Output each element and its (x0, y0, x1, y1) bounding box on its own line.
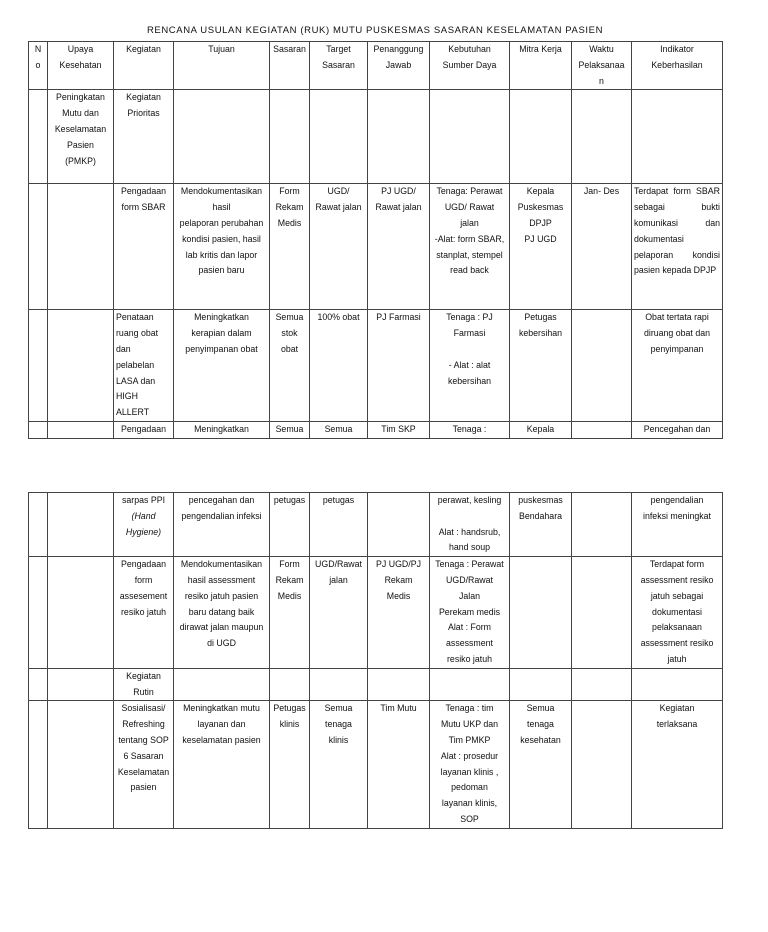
cell-mitra: Petugas kebersihan (510, 310, 572, 422)
cell-kegiatan: Kegiatan Rutin (114, 668, 174, 701)
cell-sasaran: Petugas klinis (270, 701, 310, 829)
cell-upaya (48, 184, 114, 310)
header-kebutuhan-sumber-daya: Kebutuhan Sumber Daya (430, 42, 510, 90)
cell-kebutuhan: Tenaga : Perawat UGD/Rawat Jalan Perekam medis Alat : Form assessment resiko jatuh (430, 557, 510, 669)
table-row (29, 557, 723, 669)
cell-target: UGD/ Rawat jalan (310, 184, 368, 310)
document-title: RENCANA USULAN KEGIATAN (RUK) MUTU PUSKESMAS SASARAN KESELAMATAN PASIEN (146, 25, 604, 36)
cell-kegiatan: Pengadaan (114, 421, 174, 438)
header-kegiatan: Kegiatan (114, 42, 174, 90)
cell-sasaran: Semua stok obat (270, 310, 310, 422)
cell-pj (368, 493, 430, 557)
cell-upaya (48, 701, 114, 829)
cell-sasaran (270, 90, 310, 184)
cell-waktu (572, 493, 632, 557)
cell-kegiatan: Sosialisasi/ Refreshing tentang SOP 6 Sasaran Keselamatan pasien (114, 701, 174, 829)
header-penanggung-jawab: Penanggung Jawab (368, 42, 430, 90)
cell-pj: Tim Mutu (368, 701, 430, 829)
header-waktu-pelaksanaan: Waktu Pelaksanaa n (572, 42, 632, 90)
cell-target: UGD/Rawat jalan (310, 557, 368, 669)
table-row (29, 184, 723, 310)
cell-indikator: Kegiatan terlaksana (632, 701, 723, 829)
cell-waktu (572, 310, 632, 422)
cell-waktu (572, 701, 632, 829)
cell-sasaran: Semua (270, 421, 310, 438)
cell-target: petugas (310, 493, 368, 557)
cell-pj: Tim SKP (368, 421, 430, 438)
kegiatan-text: sarpas PPI (121, 495, 166, 505)
cell-mitra: puskesmas Bendahara (510, 493, 572, 557)
cell-no (29, 668, 48, 701)
cell-indikator: pengendalian infeksi meningkat (632, 493, 723, 557)
cell-target: Semua (310, 421, 368, 438)
cell-sasaran: Form Rekam Medis (270, 184, 310, 310)
cell-mitra (510, 668, 572, 701)
header-upaya-kesehatan: Upaya Kesehatan (48, 42, 114, 90)
cell-kegiatan: Pengadaan form SBAR (114, 184, 174, 310)
cell-mitra: Kepala (510, 421, 572, 438)
cell-no (29, 90, 48, 184)
cell-no (29, 421, 48, 438)
cell-pj: PJ UGD/ Rawat jalan (368, 184, 430, 310)
cell-mitra: Kepala Puskesmas DPJP PJ UGD (510, 184, 572, 310)
cell-mitra (510, 557, 572, 669)
table-row (29, 701, 723, 829)
cell-tujuan: Meningkatkan mutu layanan dan keselamatan pasien (174, 701, 270, 829)
header-no: N o (29, 42, 48, 90)
cell-kegiatan: Kegiatan Prioritas (114, 90, 174, 184)
cell-sasaran: Form Rekam Medis (270, 557, 310, 669)
cell-kebutuhan: perawat, kesling Alat : handsrub, hand soup (430, 493, 510, 557)
cell-upaya (48, 668, 114, 701)
cell-no (29, 493, 48, 557)
table-row (29, 493, 723, 557)
cell-target (310, 90, 368, 184)
cell-upaya (48, 557, 114, 669)
cell-kegiatan: Pengadaan form assesement resiko jatuh (114, 557, 174, 669)
cell-tujuan: Meningkatkan (174, 421, 270, 438)
cell-upaya (48, 421, 114, 438)
cell-target (310, 668, 368, 701)
ruk-table-page-2 (28, 492, 723, 829)
table-row (29, 90, 723, 184)
cell-kebutuhan (430, 668, 510, 701)
cell-no (29, 310, 48, 422)
cell-sasaran (270, 668, 310, 701)
header-target-sasaran: Target Sasaran (310, 42, 368, 90)
cell-waktu (572, 557, 632, 669)
cell-indikator (632, 668, 723, 701)
cell-tujuan: Meningkatkan kerapian dalam penyimpanan obat (174, 310, 270, 422)
cell-pj: PJ Farmasi (368, 310, 430, 422)
header-tujuan: Tujuan (174, 42, 270, 90)
table-header-row (29, 42, 723, 90)
cell-tujuan: pencegahan dan pengendalian infeksi (174, 493, 270, 557)
cell-kebutuhan (430, 90, 510, 184)
cell-kebutuhan: Tenaga : tim Mutu UKP dan Tim PMKP Alat : prosedur layanan klinis , pedoman layanan klinis, SOP (430, 701, 510, 829)
cell-sasaran: petugas (270, 493, 310, 557)
kegiatan-italic-text: (Hand Hygiene) (125, 510, 162, 537)
cell-kegiatan (114, 493, 174, 557)
cell-upaya (48, 310, 114, 422)
cell-waktu: Jan- Des (572, 184, 632, 310)
cell-kegiatan: Penataan ruang obat dan pelabelan LASA dan HIGH ALLERT (114, 310, 174, 422)
cell-indikator: Pencegahan dan (632, 421, 723, 438)
cell-target: Semua tenaga klinis (310, 701, 368, 829)
cell-indikator (632, 90, 723, 184)
cell-kebutuhan: Tenaga: Perawat UGD/ Rawat jalan -Alat: form SBAR, stanplat, stempel read back (430, 184, 510, 310)
cell-kebutuhan: Tenaga : (430, 421, 510, 438)
cell-tujuan: Mendokumentasikan hasil assessment resiko jatuh pasien baru datang baik dirawat jalan maupun di UGD (174, 557, 270, 669)
cell-upaya: Peningkatan Mutu dan Keselamatan Pasien (PMKP) (48, 90, 114, 184)
cell-tujuan (174, 90, 270, 184)
cell-waktu (572, 90, 632, 184)
cell-no (29, 184, 48, 310)
cell-no (29, 557, 48, 669)
cell-indikator: Obat tertata rapi diruang obat dan penyimpanan (632, 310, 723, 422)
table-row (29, 668, 723, 701)
cell-pj (368, 90, 430, 184)
header-sasaran: Sasaran (270, 42, 310, 90)
table-row (29, 310, 723, 422)
cell-tujuan (174, 668, 270, 701)
header-mitra-kerja: Mitra Kerja (510, 42, 572, 90)
cell-indikator: Terdapat form SBAR sebagai bukti komunikasi dan dokumentasi pelaporan kondisi pasien kepada DPJP (632, 184, 723, 310)
ruk-table-page-1 (28, 41, 723, 439)
header-indikator-keberhasilan: Indikator Keberhasilan (632, 42, 723, 90)
cell-pj (368, 668, 430, 701)
cell-tujuan: Mendokumentasikan hasil pelaporan perubahan kondisi pasien, hasil lab kritis dan lapor pasien baru (174, 184, 270, 310)
table-row (29, 421, 723, 438)
cell-no (29, 701, 48, 829)
cell-mitra: Semua tenaga kesehatan (510, 701, 572, 829)
cell-indikator: Terdapat form assessment resiko jatuh sebagai dokumentasi pelaksanaan assessment resiko jatuh (632, 557, 723, 669)
cell-target: 100% obat (310, 310, 368, 422)
cell-pj: PJ UGD/PJ Rekam Medis (368, 557, 430, 669)
cell-upaya (48, 493, 114, 557)
cell-waktu (572, 668, 632, 701)
cell-kebutuhan: Tenaga : PJ Farmasi - Alat : alat kebersihan (430, 310, 510, 422)
cell-waktu (572, 421, 632, 438)
cell-mitra (510, 90, 572, 184)
